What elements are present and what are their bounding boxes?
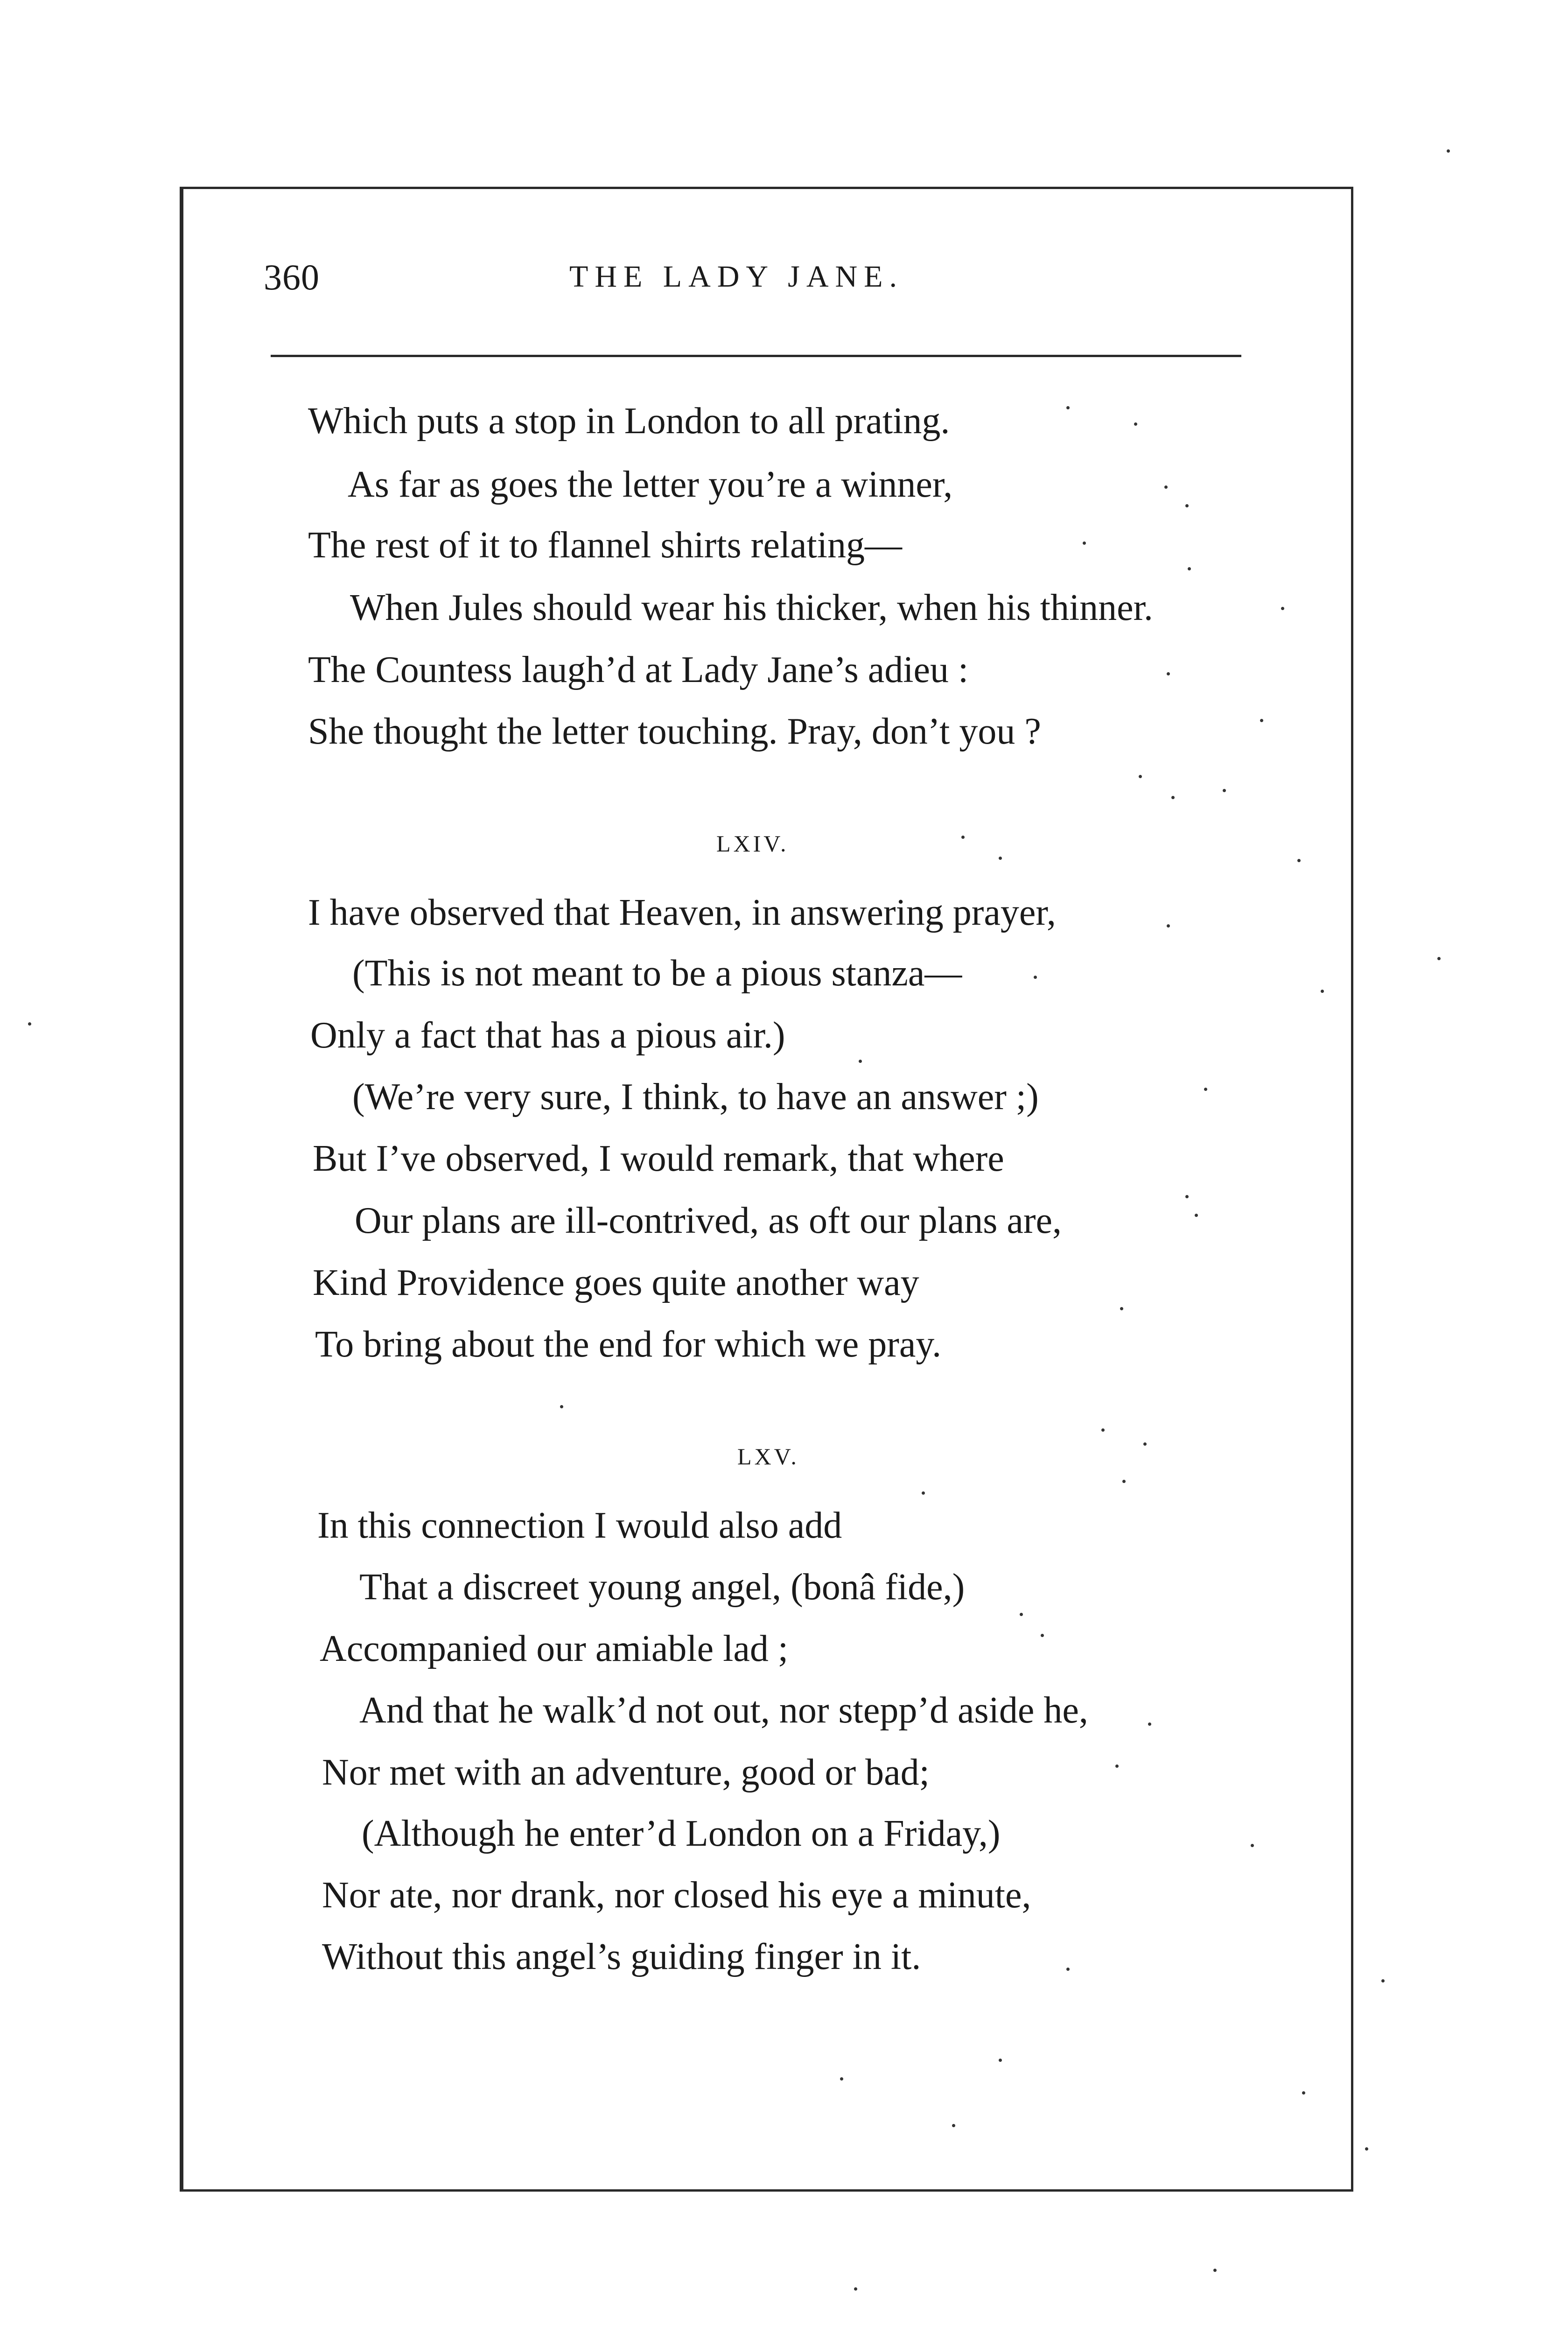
verse-line: In this connection I would also add [317,1505,842,1546]
verse-line: (This is not meant to be a pious stanza— [352,953,962,994]
verse-line: Nor met with an adventure, good or bad; [322,1752,930,1793]
verse-line: Which puts a stop in London to all prating. [308,401,950,442]
running-title: THE LADY JANE. [569,260,903,294]
verse-line: Nor ate, nor drank, nor closed his eye a minute, [322,1875,1031,1916]
header-rule [271,355,1241,357]
verse-line: Accompanied our amiable lad ; [320,1628,789,1669]
verse-line: And that he walk’d not out, nor stepp’d aside he, [359,1690,1088,1731]
verse-line: As far as goes the letter you’re a winner, [348,464,953,505]
verse-line: The Countess laugh’d at Lady Jane’s adieu : [308,649,969,690]
verse-line: (We’re very sure, I think, to have an answer ;) [352,1076,1039,1118]
verse-line: When Jules should wear his thicker, when his thinner. [350,587,1153,628]
verse-line: Kind Providence goes quite another way [313,1262,919,1303]
stanza-number-lxv: LXV. [737,1443,799,1469]
verse-line: Only a fact that has a pious air.) [310,1015,785,1056]
verse-line: The rest of it to flannel shirts relating— [308,525,903,566]
verse-line: I have observed that Heaven, in answering prayer, [308,892,1056,933]
verse-line: Our plans are ill-contrived, as oft our plans are, [355,1200,1062,1241]
stanza-number-lxiv: LXIV. [716,830,789,857]
verse-line: But I’ve observed, I would remark, that where [313,1138,1004,1179]
verse-line: That a discreet young angel, (bonâ fide,) [359,1567,965,1608]
verse-line: (Although he enter’d London on a Friday,) [362,1813,1001,1854]
page-number: 360 [264,257,320,297]
verse-line: To bring about the end for which we pray. [315,1324,942,1365]
verse-line: Without this angel’s guiding finger in it. [322,1936,921,1977]
verse-line: She thought the letter touching. Pray, don’t you ? [308,711,1041,752]
